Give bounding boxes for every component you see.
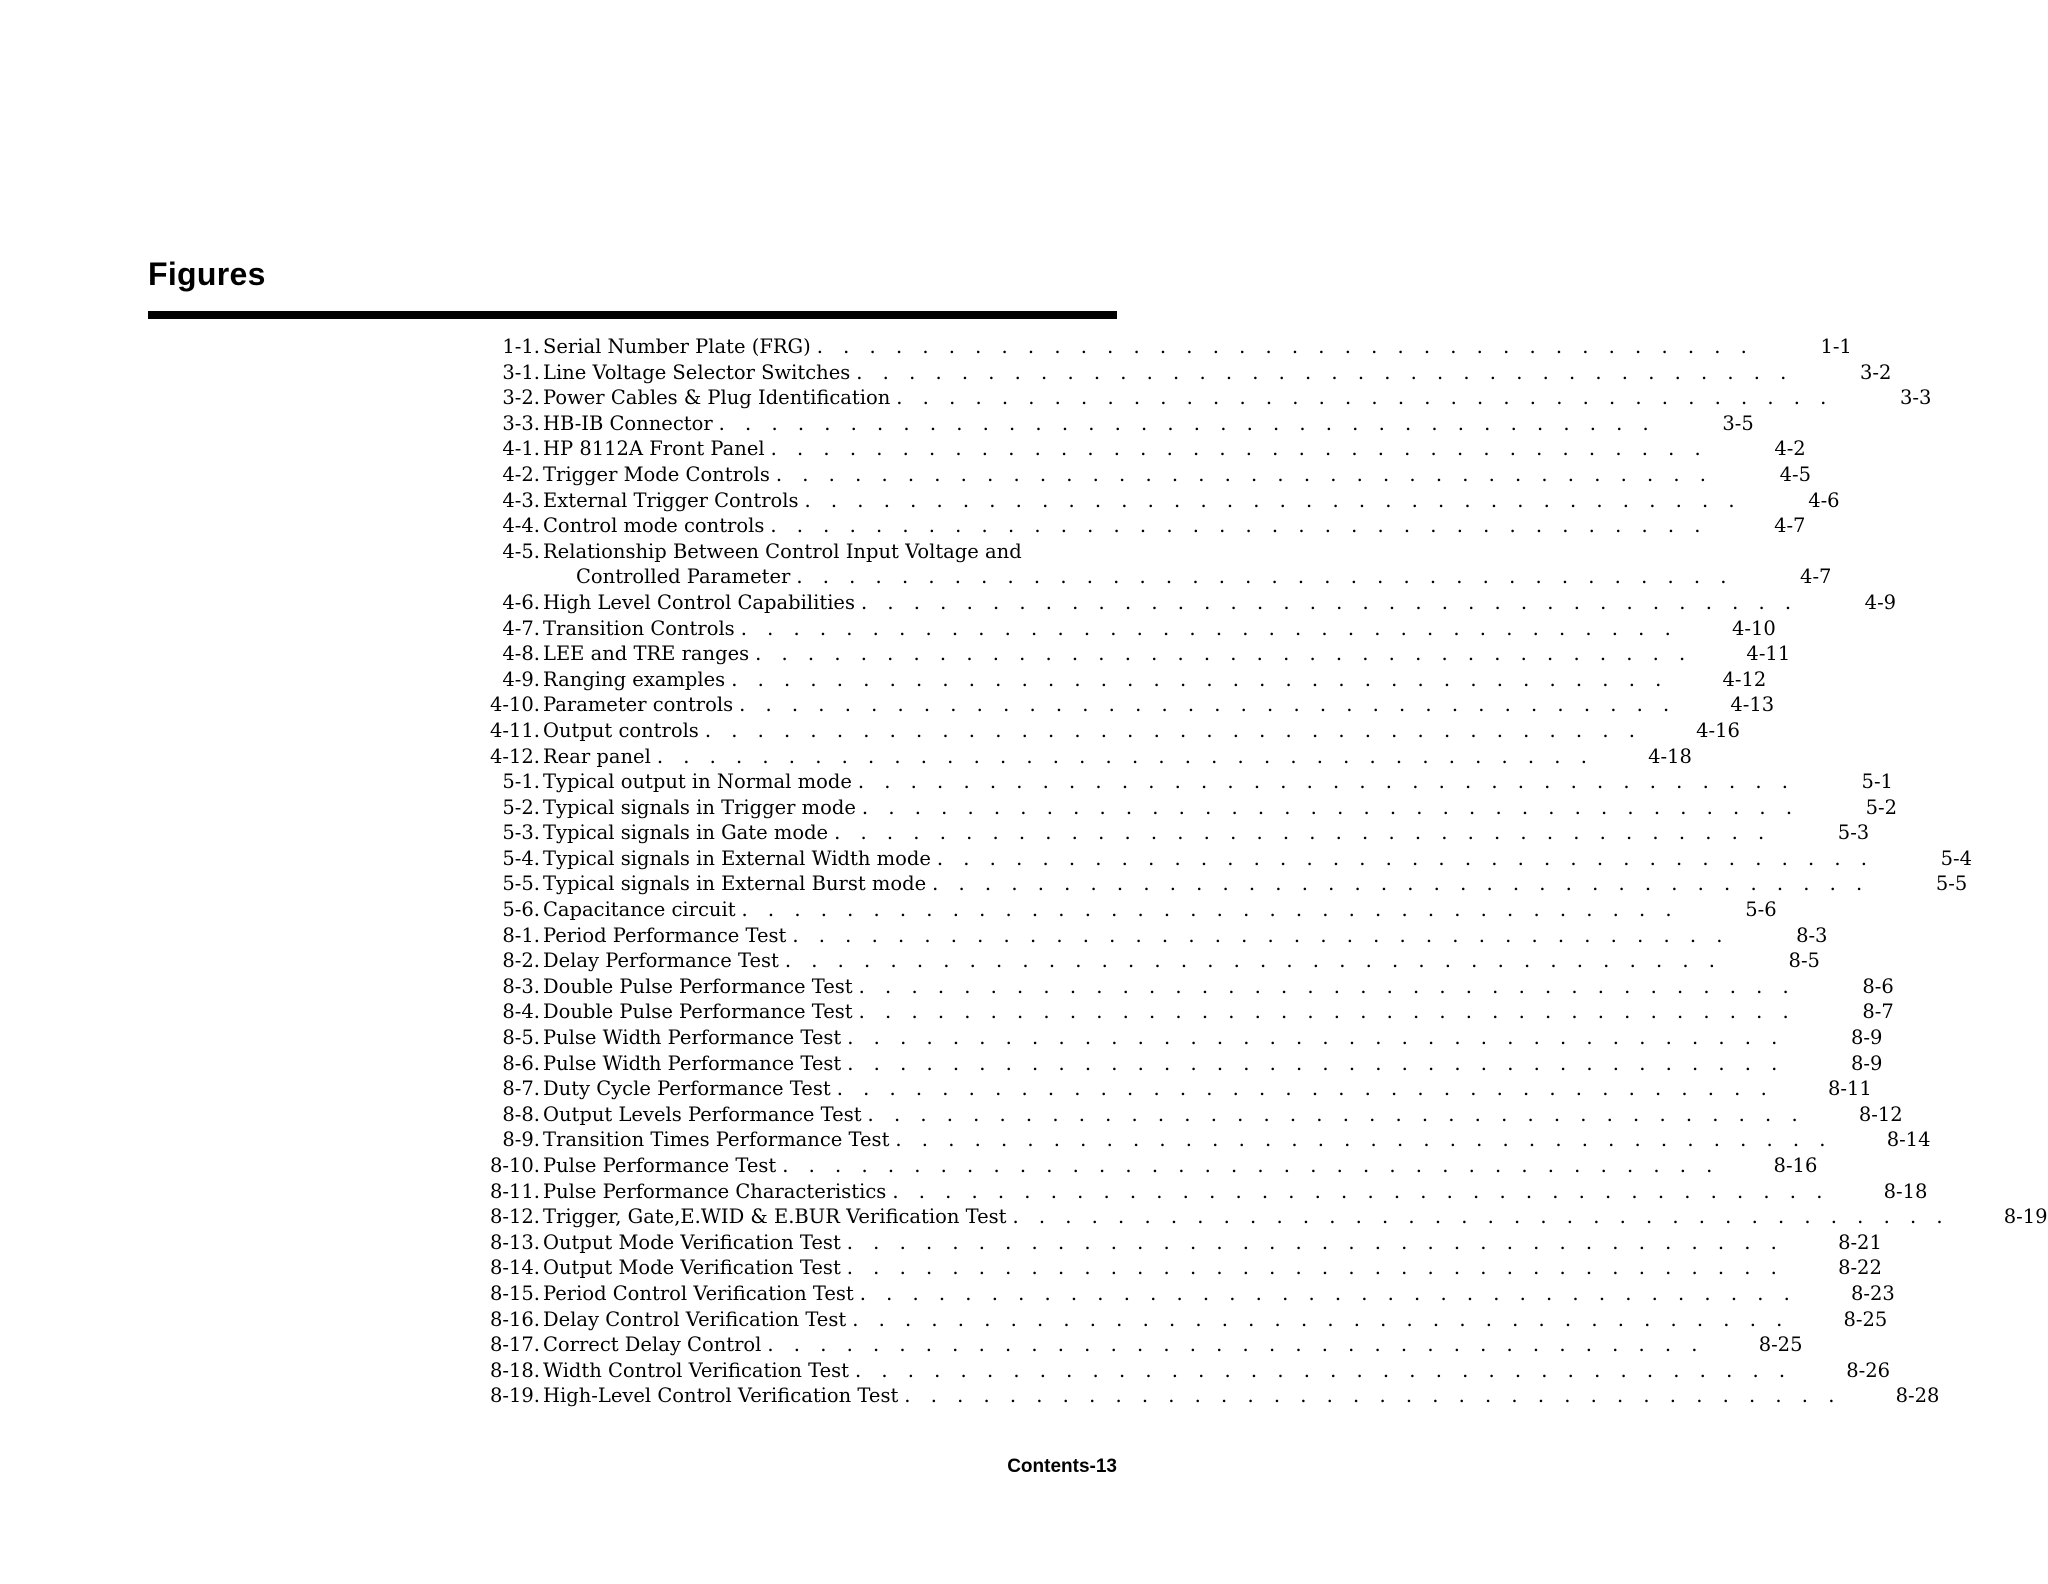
page-number: 5-2 [1865,795,1898,819]
figure-entry[interactable] [470,539,1118,565]
figure-number: 4-1. [502,437,540,461]
figure-title: Typical signals in Trigger mode [543,795,856,819]
figure-number: 4-4. [502,514,540,538]
page-number: 8-3 [1796,923,1828,947]
figure-entry[interactable] [470,1076,1872,1102]
figure-entry[interactable] [470,974,1894,1000]
figure-number: 3-1. [502,360,540,384]
dot-leader: . . . . . . . . . . . . . . . . . . . . . . . . . . . . . . . . . . . . [792,923,1730,947]
page-number: 4-6 [1808,488,1840,512]
dot-leader: . . . . . . . . . . . . . . . . . . . . . . . . . . . . . . . . . . . . [739,693,1677,717]
figure-title: Output Mode Verification Test [543,1256,841,1280]
figure-title: Transition Times Performance Test [543,1128,890,1152]
figure-entry[interactable] [470,846,1972,872]
figure-title: Output controls [543,718,699,742]
figure-number: 3-2. [502,386,540,410]
figure-number: 5-1. [502,770,540,794]
figure-title: Pulse Width Performance Test [543,1051,842,1075]
page-number: 8-9 [1850,1026,1883,1050]
figure-title: Period Performance Test [543,923,787,947]
figure-entry[interactable] [470,1358,1891,1384]
dot-leader: . . . . . . . . . . . . . . . . . . . . . . . . . . . . . . . . . . . . [846,1256,1784,1280]
figure-number: 8-9. [502,1128,540,1152]
figure-number: 8-17. [489,1333,540,1357]
figure-title: Typical signals in External Burst mode [543,872,927,896]
page-number: 5-6 [1745,898,1777,922]
dot-leader: . . . . . . . . . . . . . . . . . . . . . . . . . . . . . . . . . . . . [1012,1205,1950,1229]
dot-leader: . . . . . . . . . . . . . . . . . . . . . . . . . . . . . . . . . . . . [846,1230,1784,1254]
figure-entry[interactable] [470,769,1893,795]
figure-entry[interactable] [470,1230,1882,1256]
figure-number: 8-12. [489,1205,540,1229]
page-number: 3-2 [1859,360,1892,384]
page-number: 8-21 [1838,1230,1882,1254]
figure-title: Trigger, Gate,E.WID & E.BUR Verification Test [543,1205,1007,1229]
figure-entry[interactable] [470,513,1806,539]
figure-number: 5-2. [502,795,540,819]
figure-number: 8-7. [502,1077,540,1101]
figure-entry[interactable] [470,1127,1931,1153]
figure-number: 8-6. [502,1051,540,1075]
figure-title: Power Cables & Plug Identification [543,386,891,410]
heading-rule [148,311,1117,319]
figure-entry[interactable] [470,1307,1888,1333]
figure-title: Duty Cycle Performance Test [543,1077,831,1101]
figure-entry[interactable] [470,616,1776,642]
page-number: 5-5 [1935,872,1968,896]
figure-number: 8-2. [502,949,540,973]
page-number: 4-10 [1731,616,1776,640]
dot-leader: . . . . . . . . . . . . . . . . . . . . . . . . . . . . . . . . . . . . [656,744,1594,768]
dot-leader: . . . . . . . . . . . . . . . . . . . . . . . . . . . . . . . . . . . . [767,1333,1705,1357]
figure-number: 8-1. [502,923,540,947]
figure-entry-continuation[interactable] [470,564,1832,590]
figure-number: 5-4. [502,846,540,870]
dot-leader: . . . . . . . . . . . . . . . . . . . . . . . . . . . . . . . . . . . . [858,1000,1796,1024]
figure-title: Serial Number Plate (FRG) [543,335,811,358]
figure-number: 8-16. [489,1307,540,1331]
page-number: 5-3 [1837,821,1870,845]
figure-number: 4-7. [502,616,540,640]
figure-title: Pulse Performance Test [543,1154,777,1177]
figure-title: Relationship Between Control Input Voltage and [543,539,1022,563]
figure-entry[interactable] [470,1102,1903,1128]
figure-number: 8-8. [502,1102,540,1126]
dot-leader: . . . . . . . . . . . . . . . . . . . . . . . . . . . . . . . . . . . . [852,1307,1790,1331]
figure-number: 4-9. [502,667,540,691]
figure-title: Ranging examples [543,667,726,691]
page-footer: Contents-13 [1007,1456,1117,1477]
figure-title: HB-IB Connector [543,411,713,435]
figure-number: 8-13. [489,1230,540,1254]
figure-title: Pulse Performance Characteristics [543,1179,887,1203]
figure-number: 4-5. [502,539,540,563]
figure-number: 5-3. [502,821,540,845]
figure-number: 8-11. [489,1179,540,1203]
figure-entry[interactable] [470,436,1806,462]
page-number: 4-11 [1746,642,1791,666]
figure-title: Period Control Verification Test [543,1281,854,1305]
figure-entry[interactable] [470,411,1754,437]
figure-title: Line Voltage Selector Switches [543,360,851,384]
figure-number: 4-10. [489,693,540,717]
figure-title: Typical signals in External Width mode [543,846,931,870]
page-number: 4-7 [1774,514,1806,538]
figure-title: Delay Control Verification Test [543,1307,847,1331]
figure-entry[interactable] [470,1255,1882,1281]
dot-leader: . . . . . . . . . . . . . . . . . . . . . . . . . . . . . . . . . . . . [867,1102,1805,1126]
figure-entry[interactable] [470,334,1852,360]
figure-entry[interactable] [470,923,1828,949]
page-number: 4-9 [1864,590,1897,614]
page-number: 8-7 [1862,1000,1894,1024]
figure-title: External Trigger Controls [543,488,799,512]
figure-entry[interactable] [470,1179,1928,1205]
figure-number: 3-3. [502,411,540,435]
dot-leader: . . . . . . . . . . . . . . . . . . . . . . . . . . . . . . . . . . . . [858,974,1796,998]
figure-title: Double Pulse Performance Test [543,974,853,998]
dot-leader: . . . . . . . . . . . . . . . . . . . . . . . . . . . . . . . . . . . . [861,795,1800,819]
figure-title: HP 8112A Front Panel [543,437,765,461]
figure-entry[interactable] [470,488,1840,514]
dot-leader: . . . . . . . . . . . . . . . . . . . . . . . . . . . . . . . . . . . . [816,335,1754,358]
figure-entry[interactable] [470,820,1870,846]
dot-leader: . . . . . . . . . . . . . . . . . . . . . . . . . . . . . . . . . . . . [859,1281,1797,1305]
dot-leader: . . . . . . . . . . . . . . . . . . . . . . . . . . . . . . . . . . . . [731,667,1669,691]
figure-entry[interactable] [470,360,1892,386]
dot-leader: . . . . . . . . . . . . . . . . . . . . . . . . . . . . . . . . . . . . [782,1154,1720,1177]
figure-title: Control mode controls [543,514,765,538]
figure-title: Transition Controls [543,616,735,640]
figure-number: 1-1. [502,335,540,358]
figure-entry[interactable] [470,1051,1883,1077]
figure-number: 8-5. [502,1026,540,1050]
figure-title: Rear panel [543,744,651,768]
dot-leader: . . . . . . . . . . . . . . . . . . . . . . . . . . . . . . . . . . . . [847,1051,1785,1075]
figure-number: 4-11. [489,718,540,742]
figure-entry[interactable] [470,718,1740,744]
page-number: 4-5 [1779,462,1811,486]
dot-leader: . . . . . . . . . . . . . . . . . . . . . . . . . . . . . . . . . . . . [775,462,1713,486]
figure-entry[interactable] [470,1332,1803,1358]
page-number: 4-2 [1774,437,1806,461]
figure-number: 4-3. [502,488,540,512]
dot-leader: . . . . . . . . . . . . . . . . . . . . . . . . . . . . . . . . . . . . [892,1179,1830,1203]
figure-number: 4-8. [502,642,540,666]
page-number: 3-3 [1899,386,1932,410]
figure-entry[interactable] [470,1281,1895,1307]
figure-entry[interactable] [470,590,1897,616]
dot-leader: . . . . . . . . . . . . . . . . . . . . . . . . . . . . . . . . . . . . [847,1026,1785,1050]
page-number: 8-18 [1883,1179,1928,1203]
page-number: 8-22 [1838,1256,1882,1280]
dot-leader: . . . . . . . . . . . . . . . . . . . . . . . . . . . . . . . . . . . . [804,488,1742,512]
dot-leader: . . . . . . . . . . . . . . . . . . . . . . . . . . . . . . . . . . . . [904,1384,1842,1408]
figure-number: 8-4. [502,1000,540,1024]
page-number: 4-18 [1648,744,1692,768]
dot-leader: . . . . . . . . . . . . . . . . . . . . . . . . . . . . . . . . . . . . [856,360,1794,384]
figure-title: Typical output in Normal mode [543,770,852,794]
page-number: 8-23 [1851,1281,1895,1305]
figure-entry[interactable] [470,667,1767,693]
figure-entry[interactable] [470,897,1777,923]
figure-entry[interactable] [470,641,1791,667]
dot-leader: . . . . . . . . . . . . . . . . . . . . . . . . . . . . . . . . . . . . [770,514,1708,538]
page-number: 1-1 [1820,335,1852,358]
dot-leader: . . . . . . . . . . . . . . . . . . . . . . . . . . . . . . . . . . . . [854,1358,1793,1382]
figure-entry[interactable] [470,1383,1940,1409]
figure-number: 8-10. [489,1154,540,1177]
figure-entry[interactable] [470,462,1811,488]
page-number: 8-26 [1846,1358,1891,1382]
page-number: 8-9 [1850,1051,1883,1075]
figure-entry[interactable] [470,1204,2048,1230]
dot-leader: . . . . . . . . . . . . . . . . . . . . . . . . . . . . . . . . . . . . [740,616,1678,640]
dot-leader: . . . . . . . . . . . . . . . . . . . . . . . . . . . . . . . . . . . . [796,565,1734,589]
figure-title-continued: Controlled Parameter [576,565,791,589]
dot-leader: . . . . . . . . . . . . . . . . . . . . . . . . . . . . . . . . . . . . [895,1128,1833,1152]
figure-number: 8-3. [502,974,540,998]
page-number: 4-16 [1696,718,1740,742]
figure-title: Output Mode Verification Test [543,1230,841,1254]
page-number: 5-4 [1940,846,1972,870]
figure-title: High-Level Control Verification Test [543,1384,899,1408]
dot-leader: . . . . . . . . . . . . . . . . . . . . . . . . . . . . . . . . . . . . [857,770,1795,794]
figure-title: Pulse Width Performance Test [543,1026,842,1050]
figure-entry[interactable] [470,744,1692,770]
page-number: 8-28 [1895,1384,1940,1408]
figure-number: 4-12. [489,744,540,768]
figure-number: 4-2. [502,462,540,486]
figure-entry[interactable] [470,999,1894,1025]
dot-leader: . . . . . . . . . . . . . . . . . . . . . . . . . . . . . . . . . . . . [932,872,1870,896]
figure-entry[interactable] [470,1025,1883,1051]
page-number: 8-12 [1858,1102,1903,1126]
figure-title: Double Pulse Performance Test [543,1000,853,1024]
page-number: 8-11 [1827,1077,1872,1101]
dot-leader: . . . . . . . . . . . . . . . . . . . . . . . . . . . . . . . . . . . . [834,821,1772,845]
figure-title: High Level Control Capabilities [543,590,855,614]
figure-title: LEE and TRE ranges [543,642,750,666]
figure-number: 8-19. [489,1384,540,1408]
page-number: 3-5 [1722,411,1754,435]
page-number: 4-12 [1722,667,1767,691]
figure-title: Correct Delay Control [543,1333,762,1357]
figure-entry[interactable] [470,871,1968,897]
dot-leader: . . . . . . . . . . . . . . . . . . . . . . . . . . . . . . . . . . . . [896,386,1834,410]
figure-title: Trigger Mode Controls [543,462,770,486]
figure-title: Typical signals in Gate mode [543,821,829,845]
page-number: 8-25 [1843,1307,1888,1331]
page-number: 4-13 [1730,693,1775,717]
dot-leader: . . . . . . . . . . . . . . . . . . . . . . . . . . . . . . . . . . . . [936,846,1874,870]
dot-leader: . . . . . . . . . . . . . . . . . . . . . . . . . . . . . . . . . . . . [770,437,1708,461]
page-number: 5-1 [1861,770,1893,794]
figure-entry[interactable] [470,795,1898,821]
dot-leader: . . . . . . . . . . . . . . . . . . . . . . . . . . . . . . . . . . . . [860,590,1799,614]
dot-leader: . . . . . . . . . . . . . . . . . . . . . . . . . . . . . . . . . . . . [741,898,1679,922]
dot-leader: . . . . . . . . . . . . . . . . . . . . . . . . . . . . . . . . . . . . [784,949,1722,973]
figure-title: Capacitance circuit [543,898,736,922]
page-number: 8-5 [1788,949,1820,973]
figure-title: Delay Performance Test [543,949,779,973]
figure-number: 8-14. [489,1256,540,1280]
figure-number: 8-18. [489,1358,540,1382]
figure-entry[interactable] [470,385,1932,411]
dot-leader: . . . . . . . . . . . . . . . . . . . . . . . . . . . . . . . . . . . . [755,642,1693,666]
page-number: 8-6 [1862,974,1894,998]
page-number: 8-25 [1758,1333,1803,1357]
figure-number: 8-15. [489,1281,540,1305]
figure-number: 5-5. [502,872,540,896]
figure-number: 5-6. [502,898,540,922]
page-heading: Figures [148,256,266,292]
figure-number: 4-6. [502,590,540,614]
figures-list [470,334,2048,1409]
page-number: 8-19 [2003,1205,2048,1229]
page-number: 4-7 [1800,565,1832,589]
figure-title: Width Control Verification Test [543,1358,849,1382]
figure-title: Parameter controls [543,693,734,717]
dot-leader: . . . . . . . . . . . . . . . . . . . . . . . . . . . . . . . . . . . . [836,1077,1774,1101]
figure-title: Output Levels Performance Test [543,1102,862,1126]
dot-leader: . . . . . . . . . . . . . . . . . . . . . . . . . . . . . . . . . . . . [718,411,1656,435]
page-number: 8-14 [1886,1128,1931,1152]
page-number: 8-16 [1773,1154,1818,1177]
dot-leader: . . . . . . . . . . . . . . . . . . . . . . . . . . . . . . . . . . . . [704,718,1642,742]
figure-entry[interactable] [470,948,1820,974]
figure-entry[interactable] [470,1153,1818,1179]
figure-entry[interactable] [470,692,1775,718]
